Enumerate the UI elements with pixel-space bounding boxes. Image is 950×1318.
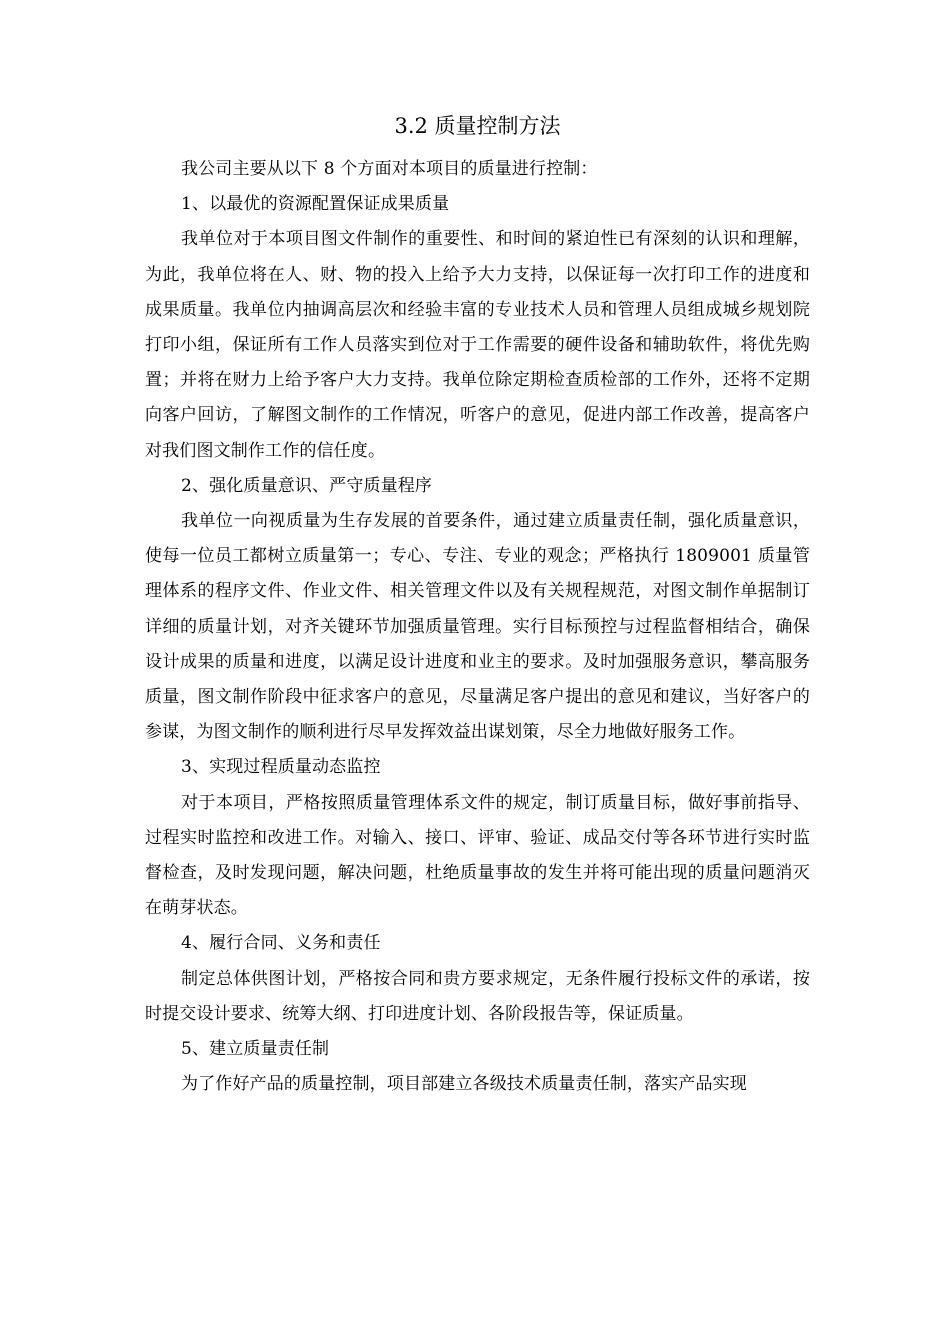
heading-3: 3、实现过程质量动态监控 [181, 757, 381, 778]
body-paragraph-4: 制定总体供图计划，严格按合同和贵方要求规定，无条件履行投标文件的承诺，按时提交设计要求、统筹大纲、打印进度计划、各阶段报告等，保证质量。 [145, 968, 810, 1024]
heading-2: 2、强化质量意识、严守质量程序 [181, 475, 433, 496]
body-paragraph-1: 我单位对于本项目图文件制作的重要性、和时间的紧迫性已有深刻的认识和理解，为此，我单位将在人、财、物的投入上给予大力支持，以保证每一次打印工作的进度和成果质量。我单位内抽调高层次和经验丰富的专业技术人员和管理人员组成城乡规划院打印小组，保证所有工作人员落实到位对于工作需要的硬件设备和辅助软件，将优先购置；并将在财力上给予客户大力支持。我单位除定期检查质检部的工作外，还将不定期向客户回访，了解图文制作的工作情况，听客户的意见，促进内部工作改善，提高客户对我们图文制作工作的信任度。 [145, 229, 810, 461]
body-paragraph-2: 我单位一向视质量为生存发展的首要条件，通过建立质量责任制，强化质量意识，使每一位员工都树立质量第一；专心、专注、专业的观念；严格执行 1809001 质量管理体系的程序文件、作业文件、相关管理文件以及有关规程规范，对图文制作单据制订详细的质量计划，对齐关键环节加强质量管理。实行目标预控与过程监督相结合，确保设计成果的质量和进度，以满足设计进度和业主的要求。及时加强服务意识，攀高服务质量，图文制作阶段中征求客户的意见，尽量满足客户提出的意见和建议，当好客户的参谋，为图文制作的顺利进行尽早发挥效益出谋划策，尽全力地做好服务工作。 [145, 511, 810, 743]
document-page [145, 108, 810, 1102]
heading-5: 5、建立质量责任制 [181, 1039, 330, 1060]
section-title: 3.2 质量控制方法 [394, 114, 561, 138]
intro-paragraph: 我公司主要从以下 8 个方面对本项目的质量进行控制： [181, 159, 598, 179]
body-paragraph-3: 对于本项目，严格按照质量管理体系文件的规定，制订质量目标，做好事前指导、过程实时监控和改进工作。对输入、接口、评审、验证、成品交付等各环节进行实时监督检查，及时发现问题，解决问题，杜绝质量事故的发生并将可能出现的质量问题消灭在萌芽状态。 [145, 792, 810, 919]
heading-1: 1、以最优的资源配置保证成果质量 [181, 194, 450, 215]
body-paragraph-5: 为了作好产品的质量控制，项目部建立各级技术质量责任制，落实产品实现 [181, 1074, 747, 1095]
heading-4: 4、履行合同、义务和责任 [181, 933, 381, 954]
